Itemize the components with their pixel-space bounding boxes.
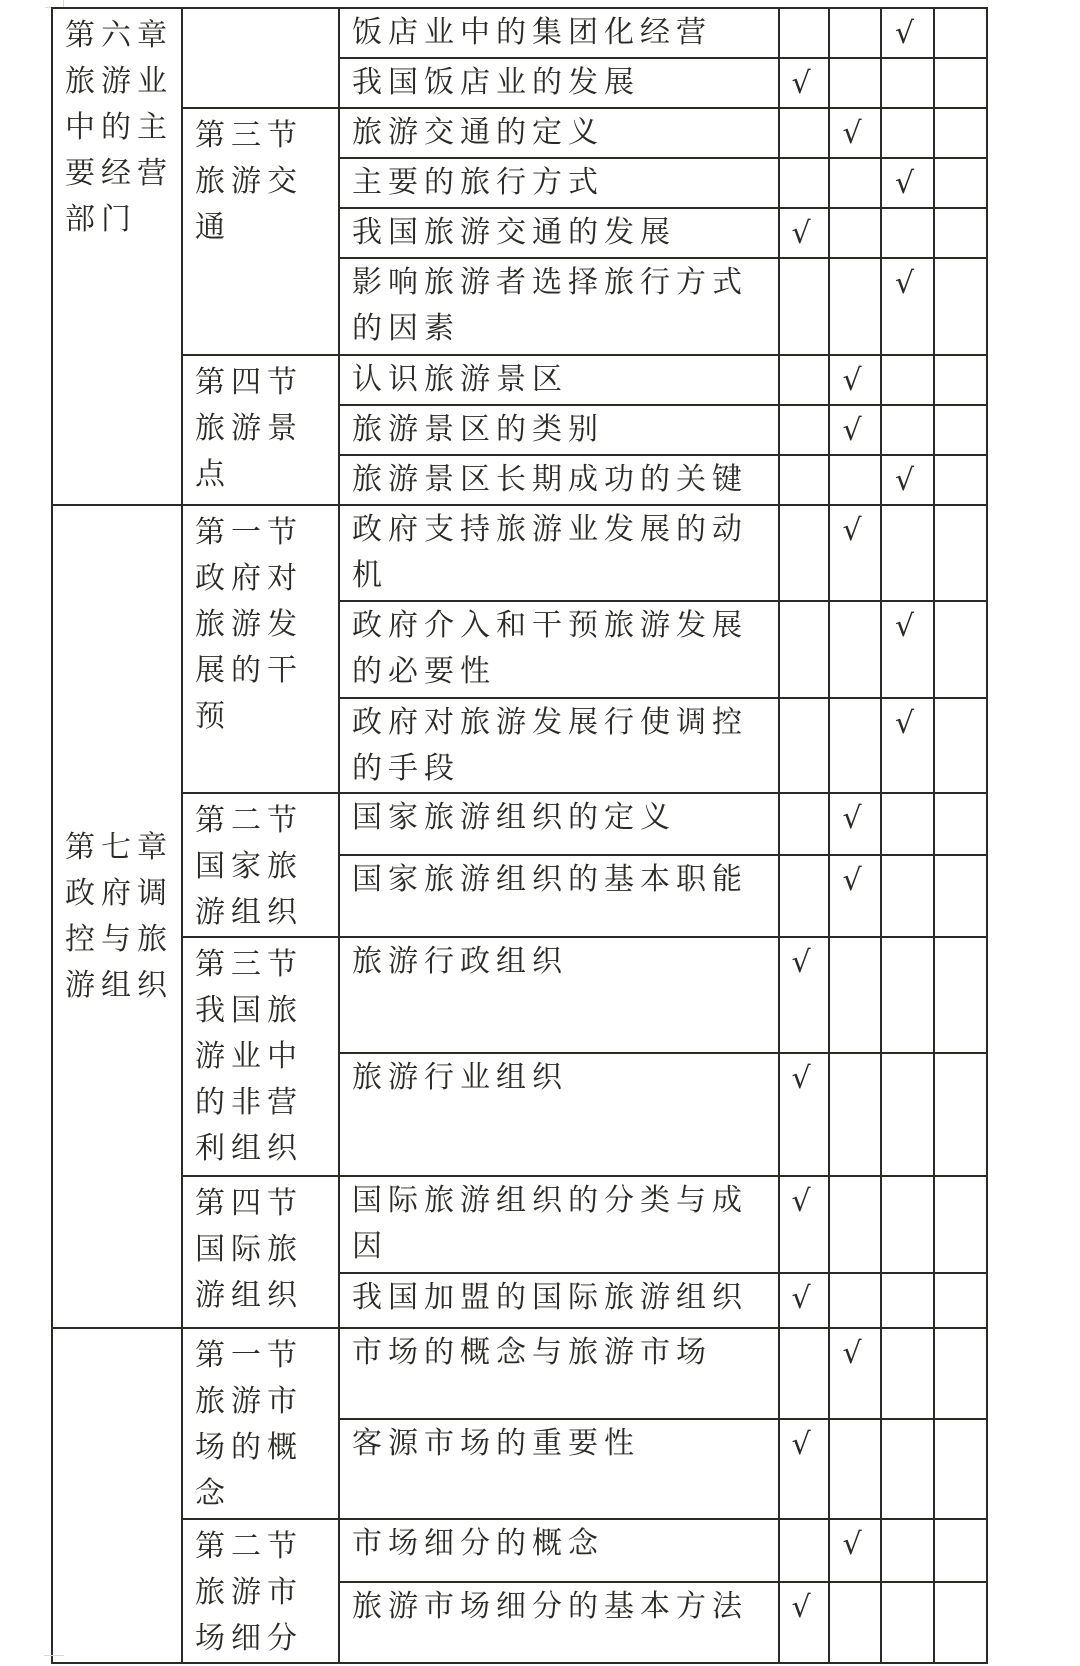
check-mark-cell	[934, 505, 987, 601]
check-mark-cell	[934, 108, 987, 158]
section-label: 第四节旅游景点	[195, 365, 303, 492]
check-mark-cell	[829, 58, 881, 108]
check-mark-cell: √	[829, 855, 881, 937]
check-mark-cell	[934, 455, 987, 505]
check-mark-cell: √	[881, 258, 934, 355]
page-footer-mark	[44, 1655, 64, 1666]
check-mark-cell	[779, 355, 829, 405]
topic-label: 我国加盟的国际旅游组织	[352, 1280, 748, 1315]
topic-label: 旅游行业组织	[352, 1060, 568, 1095]
check-mark-cell	[779, 855, 829, 937]
table-row	[52, 108, 987, 158]
table-row	[52, 1328, 987, 1419]
chapter-label: 第七章政府调控与旅游组织	[65, 829, 173, 1003]
check-mark-cell: √	[829, 505, 881, 601]
check-mark-cell	[779, 698, 829, 793]
topic-label: 旅游行政组织	[352, 944, 568, 979]
table-row	[52, 1519, 987, 1582]
section-label: 第四节国际旅游组织	[195, 1186, 303, 1313]
topic-cell	[339, 855, 779, 937]
check-mark-cell	[779, 455, 829, 505]
topic-label: 旅游景区的类别	[352, 412, 604, 447]
topic-label: 我国旅游交通的发展	[352, 215, 676, 250]
check-mark-cell: √	[881, 8, 934, 58]
section-cell	[182, 793, 339, 937]
check-mark-cell	[881, 355, 934, 405]
check-mark-cell	[934, 355, 987, 405]
check-mark-cell	[779, 258, 829, 355]
check-mark-cell	[881, 405, 934, 455]
check-mark-cell	[829, 455, 881, 505]
check-mark-cell	[881, 1328, 934, 1419]
topic-label: 政府对旅游发展行使调控的手段	[352, 705, 748, 786]
check-mark-cell	[881, 505, 934, 601]
topic-label: 主要的旅行方式	[352, 165, 604, 200]
check-mark-cell	[934, 1328, 987, 1419]
check-mark-cell	[881, 108, 934, 158]
topic-cell	[339, 1273, 779, 1328]
topic-cell	[339, 1176, 779, 1273]
section-cell	[182, 108, 339, 355]
check-mark-cell	[934, 1582, 987, 1663]
section-label: 第三节我国旅游业中的非营利组织	[195, 947, 303, 1166]
check-mark-cell	[881, 1176, 934, 1273]
check-mark-cell: √	[881, 601, 934, 698]
check-mark-cell	[829, 937, 881, 1053]
check-mark-cell	[779, 1328, 829, 1419]
check-mark-cell	[829, 158, 881, 208]
check-mark-cell	[779, 108, 829, 158]
check-mark-cell: √	[779, 58, 829, 108]
topic-label: 影响旅游者选择旅行方式的因素	[352, 265, 748, 346]
topic-cell	[339, 355, 779, 405]
check-mark-cell	[881, 1419, 934, 1519]
topic-label: 认识旅游景区	[352, 362, 568, 397]
check-mark-cell	[934, 58, 987, 108]
topic-cell	[339, 601, 779, 698]
check-mark-cell	[829, 208, 881, 258]
check-mark-cell	[881, 1273, 934, 1328]
check-mark-cell	[779, 793, 829, 855]
check-mark-cell: √	[779, 1053, 829, 1176]
topic-label: 我国饭店业的发展	[352, 65, 640, 100]
check-mark-cell	[881, 1053, 934, 1176]
check-mark-cell	[881, 208, 934, 258]
check-mark-cell: √	[779, 1273, 829, 1328]
check-mark-cell	[934, 208, 987, 258]
topic-label: 旅游交通的定义	[352, 115, 604, 150]
topic-cell	[339, 405, 779, 455]
check-mark-cell	[934, 1419, 987, 1519]
table-row	[52, 505, 987, 601]
check-mark-cell	[934, 793, 987, 855]
topic-label: 饭店业中的集团化经营	[352, 15, 712, 50]
check-mark-cell: √	[779, 208, 829, 258]
check-mark-cell	[779, 158, 829, 208]
topic-cell	[339, 698, 779, 793]
check-mark-cell	[881, 58, 934, 108]
check-mark-cell	[829, 1419, 881, 1519]
check-mark-cell	[934, 698, 987, 793]
check-mark-cell: √	[779, 1419, 829, 1519]
check-mark-cell: √	[779, 1176, 829, 1273]
topic-cell	[339, 793, 779, 855]
topic-cell	[339, 455, 779, 505]
topic-label: 客源市场的重要性	[352, 1426, 640, 1461]
section-cell	[182, 1328, 339, 1519]
section-label: 第二节旅游市场细分	[195, 1529, 303, 1656]
topic-label: 旅游市场细分的基本方法	[352, 1588, 748, 1624]
check-mark-cell	[779, 405, 829, 455]
chapter-label: 第六章旅游业中的主要经营部门	[65, 18, 173, 237]
table-row	[52, 1176, 987, 1273]
table-row	[52, 793, 987, 855]
check-mark-cell	[934, 1053, 987, 1176]
topic-cell	[339, 8, 779, 58]
topic-label: 市场细分的概念	[352, 1526, 604, 1561]
topic-cell	[339, 108, 779, 158]
topic-label: 政府介入和干预旅游发展的必要性	[352, 608, 748, 689]
check-mark-cell	[779, 8, 829, 58]
check-mark-cell	[829, 258, 881, 355]
check-mark-cell: √	[779, 937, 829, 1053]
check-mark-cell	[934, 601, 987, 698]
chapter-cell	[52, 8, 182, 505]
check-mark-cell	[881, 1582, 934, 1663]
table-row	[52, 355, 987, 405]
section-cell	[182, 1519, 339, 1663]
topic-cell	[339, 1519, 779, 1582]
topic-cell	[339, 258, 779, 355]
table-row	[52, 937, 987, 1053]
check-mark-cell	[934, 405, 987, 455]
check-mark-cell	[779, 1519, 829, 1582]
check-mark-cell	[779, 505, 829, 601]
section-cell	[182, 937, 339, 1176]
check-mark-cell: √	[829, 355, 881, 405]
check-mark-cell	[934, 1176, 987, 1273]
section-cell	[182, 505, 339, 793]
check-mark-cell: √	[829, 793, 881, 855]
topic-label: 市场的概念与旅游市场	[352, 1335, 712, 1370]
table-row	[52, 8, 987, 58]
topic-cell	[339, 208, 779, 258]
check-mark-cell: √	[829, 1328, 881, 1419]
check-mark-cell: √	[779, 1582, 829, 1663]
section-cell	[182, 8, 339, 108]
check-mark-cell	[934, 1273, 987, 1328]
topic-label: 旅游景区长期成功的关键	[352, 462, 748, 497]
topic-cell	[339, 158, 779, 208]
check-mark-cell	[829, 1273, 881, 1328]
check-mark-cell	[829, 1582, 881, 1663]
check-mark-cell	[829, 1176, 881, 1273]
topic-label: 国家旅游组织的基本职能	[352, 862, 748, 898]
check-mark-cell	[934, 8, 987, 58]
section-label: 第一节旅游市场的概念	[195, 1338, 303, 1511]
section-label: 第三节旅游交通	[195, 118, 303, 245]
check-mark-cell	[829, 8, 881, 58]
check-mark-cell	[934, 937, 987, 1053]
topic-cell	[339, 1582, 779, 1663]
topic-cell	[339, 937, 779, 1053]
check-mark-cell	[881, 793, 934, 855]
chapter-cell	[52, 1328, 182, 1663]
topic-label: 国际旅游组织的分类与成因	[352, 1183, 748, 1264]
section-label: 第二节国家旅游组织	[195, 803, 303, 930]
check-mark-cell: √	[881, 455, 934, 505]
topic-cell	[339, 58, 779, 108]
check-mark-cell	[829, 601, 881, 698]
check-mark-cell	[829, 1053, 881, 1176]
check-mark-cell	[934, 1519, 987, 1582]
check-mark-cell: √	[829, 108, 881, 158]
topic-cell	[339, 505, 779, 601]
check-mark-cell	[934, 158, 987, 208]
topic-label: 国家旅游组织的定义	[352, 800, 676, 835]
syllabus-table	[51, 7, 988, 1664]
topic-label: 政府支持旅游业发展的动机	[352, 512, 748, 593]
check-mark-cell	[934, 258, 987, 355]
section-cell	[182, 355, 339, 505]
check-mark-cell	[881, 855, 934, 937]
check-mark-cell: √	[829, 405, 881, 455]
check-mark-cell: √	[829, 1519, 881, 1582]
check-mark-cell	[881, 1519, 934, 1582]
chapter-cell	[52, 505, 182, 1328]
check-mark-cell: √	[881, 698, 934, 793]
check-mark-cell	[779, 601, 829, 698]
check-mark-cell	[934, 855, 987, 937]
topic-cell	[339, 1419, 779, 1519]
section-label: 第一节政府对旅游发展的干预	[195, 515, 303, 734]
topic-cell	[339, 1053, 779, 1176]
check-mark-cell: √	[881, 158, 934, 208]
topic-cell	[339, 1328, 779, 1419]
check-mark-cell	[829, 698, 881, 793]
section-cell	[182, 1176, 339, 1328]
check-mark-cell	[881, 937, 934, 1053]
